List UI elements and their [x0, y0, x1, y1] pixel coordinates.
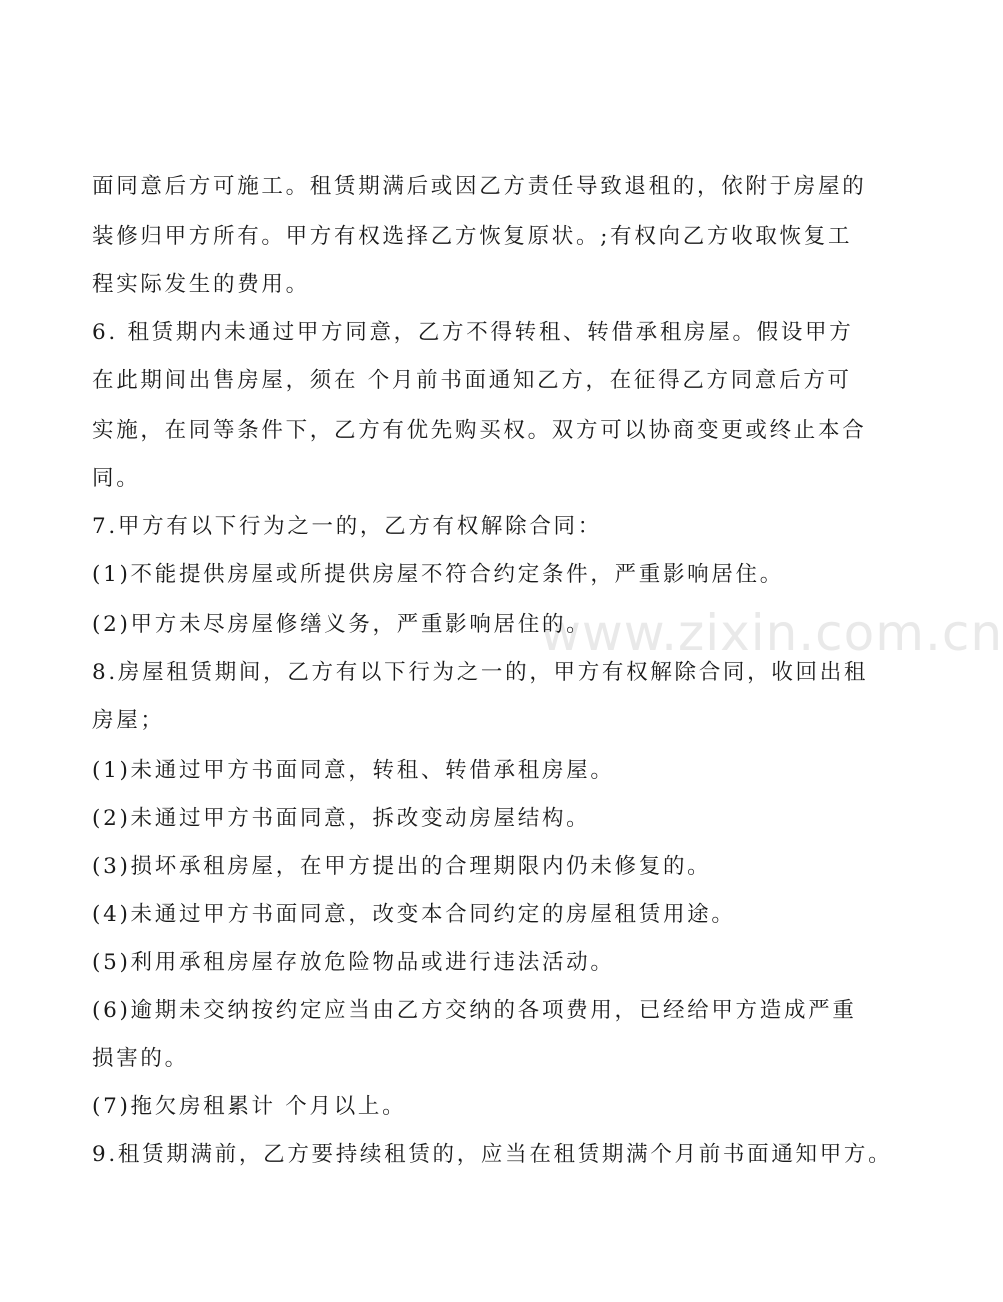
- text-line: 房屋；: [92, 708, 165, 733]
- clause-8-line: 8.房屋租赁期间，乙方有以下行为之一的，甲方有权解除合同，收回出租: [92, 660, 869, 685]
- watermark: www.zixin.com.cn: [540, 604, 1003, 662]
- text-line: 在此期间出售房屋，须在 个月前书面通知乙方，在征得乙方同意后方可: [92, 368, 852, 393]
- list-item: (5)利用承租房屋存放危险物品或进行违法活动。: [92, 950, 615, 975]
- text-line: 装修归甲方所有。甲方有权选择乙方恢复原状。;有权向乙方收取恢复工: [92, 224, 853, 249]
- text-line: 同。: [92, 466, 141, 491]
- list-item: (2)未通过甲方书面同意，拆改变动房屋结构。: [92, 806, 591, 831]
- list-item: (1)未通过甲方书面同意，转租、转借承租房屋。: [92, 758, 615, 783]
- list-item: (6)逾期未交纳按约定应当由乙方交纳的各项费用，已经给甲方造成严重: [92, 998, 857, 1023]
- list-item: (2)甲方未尽房屋修缮义务，严重影响居住的。: [92, 612, 591, 637]
- list-item: (7)拖欠房租累计 个月以上。: [92, 1094, 407, 1119]
- clause-9-line: 9.租赁期满前，乙方要持续租赁的，应当在租赁期满个月前书面通知甲方。: [92, 1142, 893, 1167]
- text-line: 程实际发生的费用。: [92, 272, 310, 297]
- text-line: 损害的。: [92, 1046, 189, 1071]
- list-item: (3)损坏承租房屋，在甲方提出的合理期限内仍未修复的。: [92, 854, 712, 879]
- text-line: 面同意后方可施工。租赁期满后或因乙方责任导致退租的，依附于房屋的: [92, 174, 867, 199]
- clause-7-line: 7.甲方有以下行为之一的，乙方有权解除合同：: [92, 514, 602, 539]
- list-item: (1)不能提供房屋或所提供房屋不符合约定条件，严重影响居住。: [92, 562, 784, 587]
- clause-6-line: 6. 租赁期内未通过甲方同意，乙方不得转租、转借承租房屋。假设甲方: [92, 320, 854, 345]
- list-item: (4)未通过甲方书面同意，改变本合同约定的房屋租赁用途。: [92, 902, 736, 927]
- text-line: 实施，在同等条件下，乙方有优先购买权。双方可以协商变更或终止本合: [92, 418, 867, 443]
